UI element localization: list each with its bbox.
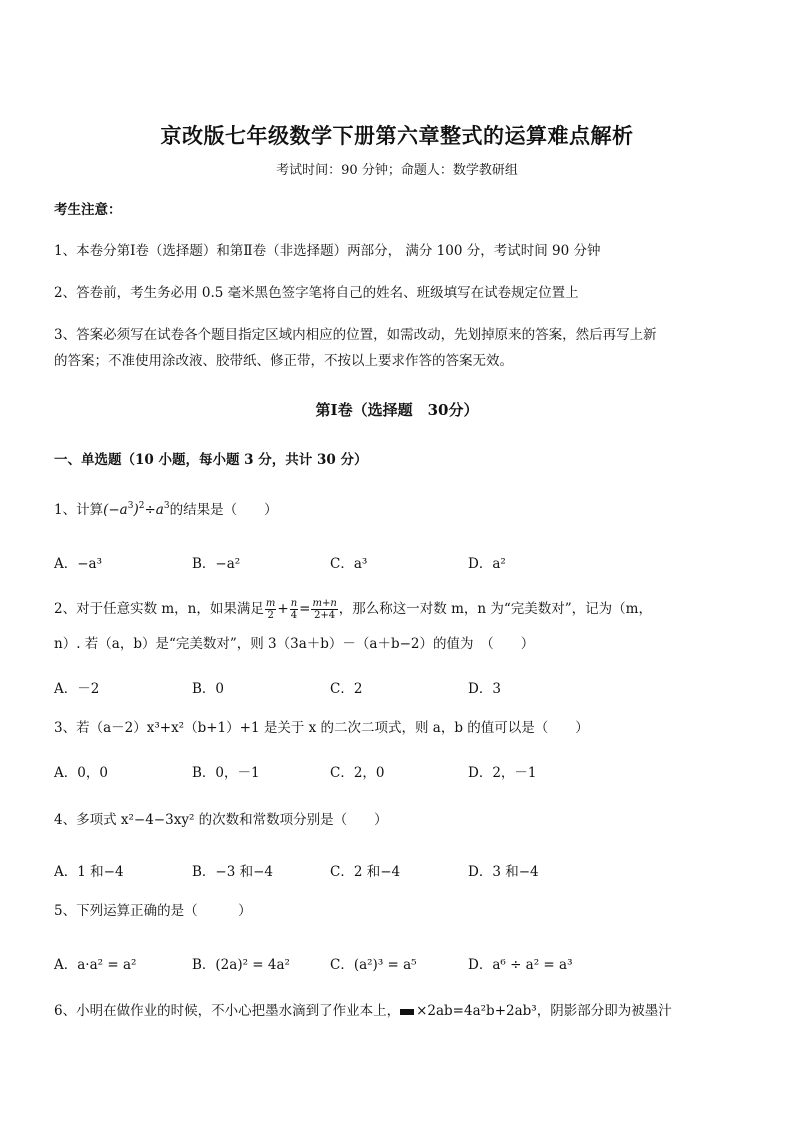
notice-item-2: 2、答卷前，考生务必用 0.5 毫米黑色签字笔将自己的姓名、班级填写在试卷规定位置上: [54, 285, 579, 301]
q2-line1-b: ，那么称这一对数 m，n 为“完美数对”，记为（m，: [338, 601, 652, 617]
notice-item-1: 1、本卷分第Ⅰ卷（选择题）和第Ⅱ卷（非选择题）两部分， 满分 100 分，考试时间 90 分钟: [54, 243, 601, 259]
q2-option-a[interactable]: A．－2: [54, 681, 100, 697]
question-2-line-2: n）. 若（a，b）是“完美数对”，则 3（3a＋b）－（a＋b−2）的值为 （ ）: [54, 636, 535, 652]
question-4: 4、多项式 x²−4−3xy² 的次数和常数项分别是（ ）: [54, 812, 388, 828]
question-1: [54, 500, 744, 520]
q4-option-c[interactable]: C．2 和−4: [330, 864, 401, 880]
q2-option-c[interactable]: C．2: [330, 681, 363, 697]
q3-option-c[interactable]: C．2，0: [330, 765, 385, 781]
q2-fraction-3: $\frac{m+n}{2+4}$: [312, 598, 337, 621]
q6-suffix: ×2ab=4a²b+2ab³，阴影部分即为被墨汁: [416, 1003, 672, 1019]
ink-blot-icon: [400, 1009, 414, 1015]
q2-fraction-1: $\frac{m}{2}$: [265, 598, 276, 621]
section1-title: 一、单选题（10 小题，每小题 3 分，共计 30 分）: [54, 452, 368, 468]
q3-option-a[interactable]: A．0，0: [54, 765, 108, 781]
q6-prefix: 6、小明在做作业的时候，不小心把墨水滴到了作业本上，: [54, 1003, 401, 1019]
q1-prefix: 1、计算: [54, 502, 104, 518]
q3-option-b[interactable]: B．0，－1: [192, 765, 260, 781]
q2-option-d[interactable]: D．3: [468, 681, 501, 697]
q1-option-c[interactable]: C．a³: [330, 556, 368, 572]
q1-option-d[interactable]: D．a²: [468, 556, 506, 572]
question-3: 3、若（a－2）x³+x²（b+1）+1 是关于 x 的二次二项式，则 a，b 的值可以是（ ）: [54, 720, 589, 736]
exam-subtitle: 考试时间：90 分钟；命题人：数学教研组: [276, 163, 518, 178]
q5-option-d[interactable]: D．a⁶ ÷ a² = a³: [468, 957, 573, 973]
q5-option-b[interactable]: B．(2a)² = 4a²: [192, 957, 290, 973]
q3-option-d[interactable]: D．2，－1: [468, 765, 537, 781]
q5-option-a[interactable]: A．a·a² = a²: [54, 957, 137, 973]
notice-item-3-line-2: 的答案；不准使用涂改液、胶带纸、修正带，不按以上要求作答的答案无效。: [54, 353, 513, 369]
q4-option-b[interactable]: B．−3 和−4: [192, 864, 274, 880]
q1-option-a[interactable]: A．−a³: [54, 556, 103, 572]
q2-line1-a: 2、对于任意实数 m，n，如果满足: [54, 601, 264, 617]
notice-heading: 考生注意：: [54, 202, 122, 218]
exam-title: 京改版七年级数学下册第六章整式的运算难点解析: [160, 123, 634, 148]
q4-option-d[interactable]: D．3 和−4: [468, 864, 539, 880]
part1-title: 第Ⅰ卷（选择题 30分）: [315, 401, 479, 419]
question-6: [54, 1001, 744, 1021]
q4-option-a[interactable]: A．1 和−4: [54, 864, 124, 880]
q5-option-c[interactable]: C．(a²)³ = a⁵: [330, 957, 417, 973]
q2-option-b[interactable]: B．0: [192, 681, 225, 697]
q1-expression: $(-a^3)^2\div a^3$: [103, 501, 170, 518]
question-5: 5、下列运算正确的是（ ）: [54, 903, 252, 919]
notice-item-3-line-1: 3、答案必须写在试卷各个题目指定区域内相应的位置，如需改动，先划掉原来的答案，然后再写上新: [54, 327, 657, 343]
q1-option-b[interactable]: B．−a²: [192, 556, 241, 572]
q1-suffix: 的结果是（ ）: [169, 502, 278, 518]
question-2-line-1: 2、对于任意实数 m，n，如果满足 $\frac{m}{2}$ + $\frac{n}{4}$ = $\frac{m+n}{2+4}$ ，那么称这一对数 m，n 为“完美数对”，记为（m，: [54, 598, 652, 621]
q2-fraction-2: $\frac{n}{4}$: [290, 598, 298, 621]
